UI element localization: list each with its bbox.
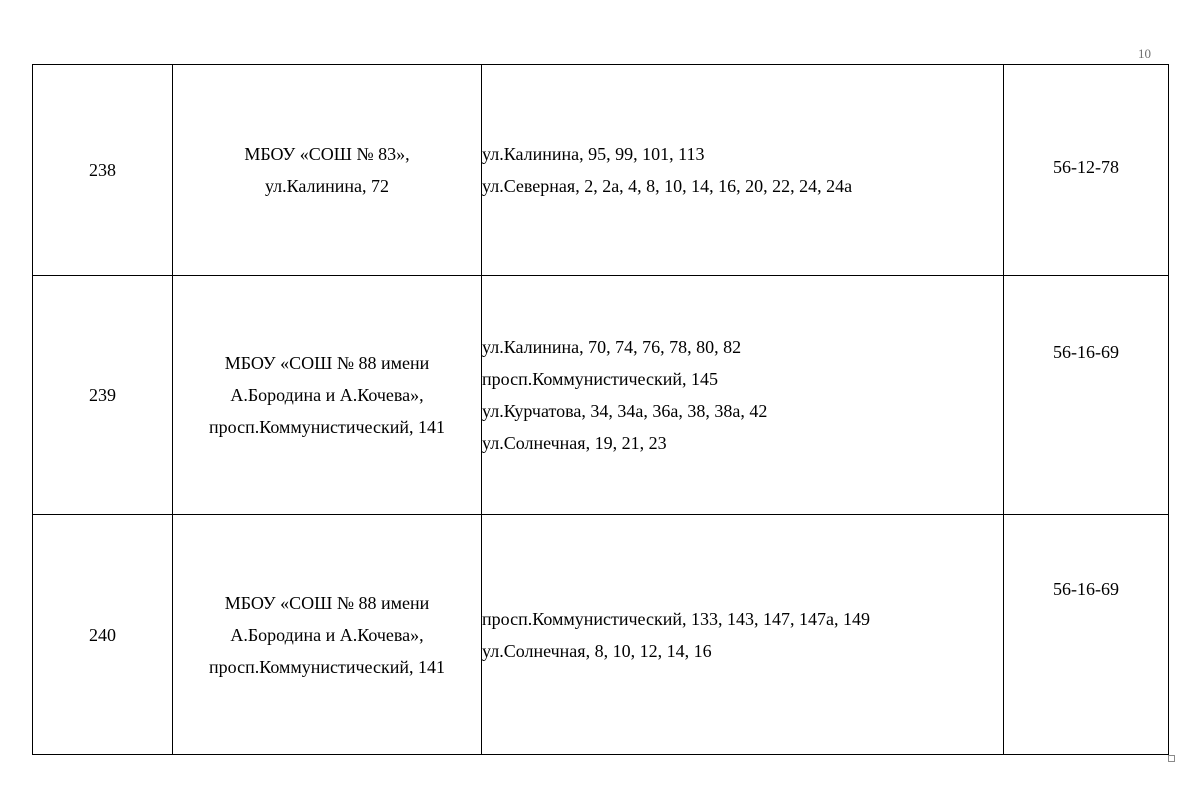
school-cell — [173, 515, 482, 755]
school-address-line: просп.Коммунистический, 141 — [209, 656, 445, 677]
school-name-line: А.Бородина и А.Кочева», — [230, 624, 424, 645]
address-line: ул.Калинина, 70, 74, 76, 78, 80, 82 — [482, 337, 742, 357]
address-line: ул.Солнечная, 8, 10, 12, 14, 16 — [482, 640, 712, 661]
address-line: просп.Коммунистический, 133, 143, 147, 147а, 149 — [482, 608, 870, 629]
address-line: ул.Северная, 2, 2а, 4, 8, 10, 14, 16, 20, 22, 24, 24а — [482, 176, 853, 196]
phone-cell — [1004, 65, 1169, 276]
school-name-line: МБОУ «СОШ № 88 имени — [224, 353, 430, 373]
row-number: 238 — [33, 65, 173, 276]
phone-number: 56-12-78 — [1053, 157, 1119, 177]
row-number: 240 — [33, 515, 173, 755]
school-name-line: МБОУ «СОШ № 83», — [244, 144, 410, 164]
address-line: ул.Солнечная, 19, 21, 23 — [482, 433, 667, 453]
school-name-line: А.Бородина и А.Кочева», — [230, 385, 424, 405]
table-resize-handle[interactable] — [1168, 755, 1175, 762]
school-address-line: ул.Калинина, 72 — [264, 176, 390, 196]
row-number: 239 — [33, 276, 173, 515]
phone-number: 56-16-69 — [1053, 342, 1119, 362]
address-table — [32, 64, 1169, 755]
address-line: просп.Коммунистический, 145 — [482, 369, 718, 389]
addresses-cell — [482, 515, 1004, 755]
address-line: ул.Калинина, 95, 99, 101, 113 — [482, 144, 705, 164]
school-name-line: МБОУ «СОШ № 88 имени — [224, 592, 430, 613]
phone-number: 56-16-69 — [1053, 579, 1119, 599]
addresses-cell — [482, 276, 1004, 515]
addresses-cell — [482, 65, 1004, 276]
school-cell — [173, 65, 482, 276]
phone-cell — [1004, 276, 1169, 515]
school-cell — [173, 276, 482, 515]
table-row — [33, 515, 1169, 755]
table-row — [33, 65, 1169, 276]
phone-cell — [1004, 515, 1169, 755]
address-line: ул.Курчатова, 34, 34а, 36а, 38, 38а, 42 — [482, 401, 768, 421]
school-address-line: просп.Коммунистический, 141 — [209, 417, 445, 437]
page-number: 10 — [1138, 46, 1151, 61]
table-row — [33, 276, 1169, 515]
